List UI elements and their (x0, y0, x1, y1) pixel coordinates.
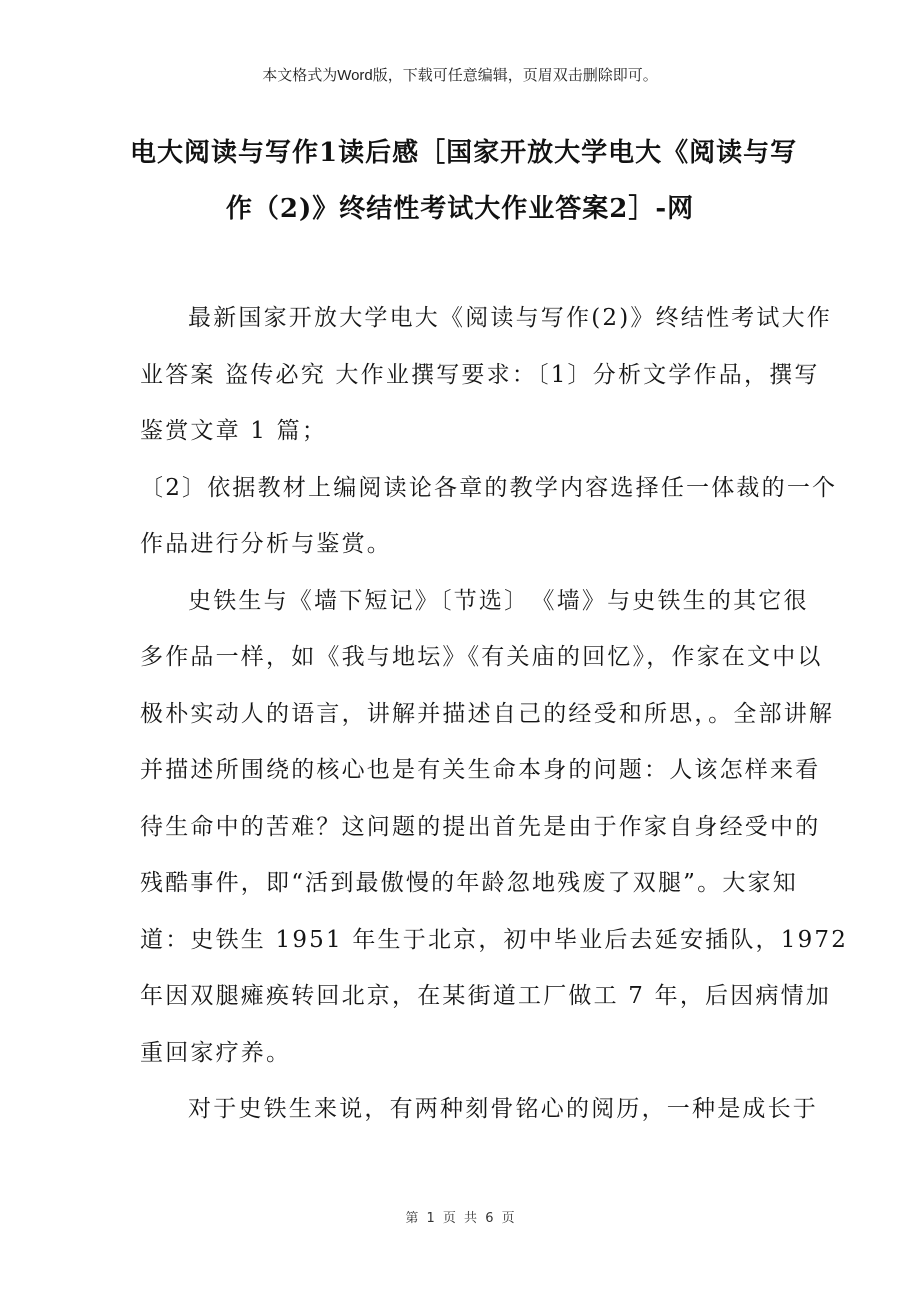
text-line: 道：史铁生 1951 年生于北京，初中毕业后去延安插队，1972 (140, 926, 849, 953)
page-number-footer: 第 1 页 共 6 页 (405, 1211, 515, 1226)
document-title (130, 125, 798, 237)
text-line: 年因双腿瘫痪转回北京，在某街道工厂做工 7 年，后因病情加 (140, 983, 832, 1009)
paragraph-requirements (140, 290, 832, 460)
text-line: 残酷事件，即“活到最傲慢的年龄忽地残废了双腿”。大家知 (140, 870, 798, 896)
text-line: 〔2〕依据教材上编阅读论各章的教学内容选择任一体裁的一个 (140, 474, 838, 501)
document-body (140, 290, 849, 1138)
text-line: 鉴赏文章 1 篇； (140, 418, 328, 444)
text-line: 极朴实动人的语言，讲解并描述自己的经受和所思，。全部讲解 (140, 700, 835, 727)
text-line: 并描述所围绕的核心也是有关生命本身的问题：人该怎样来看 (140, 757, 821, 783)
paragraph-requirement-2 (140, 460, 838, 573)
header-note: 本文格式为Word版，下载可任意编辑，页眉双击删除即可。 (262, 67, 658, 84)
text-line: 对于史铁生来说，有两种刻骨铭心的阅历，一种是成长于 (188, 1096, 818, 1122)
title-line: 电大阅读与写作1读后感［国家开放大学电大《阅读与写 (130, 138, 798, 169)
text-line: 重回家疗养。 (140, 1039, 292, 1066)
text-line: 最新国家开放大学电大《阅读与写作(2)》终结性考试大作 (188, 305, 832, 331)
paragraph-experiences (140, 1081, 818, 1138)
title-line: 作（2)》终结性考试大作业答案2］-网 (225, 194, 695, 225)
text-line: 史铁生与《墙下短记》〔节选〕 《墙》与史铁生的其它很 (188, 587, 809, 614)
text-line: 业答案 盗传必究 大作业撰写要求：〔1〕分析文学作品，撰写 (140, 361, 820, 388)
text-line: 待生命中的苦难？这问题的提出首先是由于作家自身经受中的 (140, 813, 821, 840)
text-line: 作品进行分析与鉴赏。 (140, 531, 392, 557)
text-line: 多作品一样，如《我与地坛》《有关庙的回忆》，作家在文中以 (140, 644, 823, 670)
paragraph-essay-intro (140, 573, 849, 1082)
